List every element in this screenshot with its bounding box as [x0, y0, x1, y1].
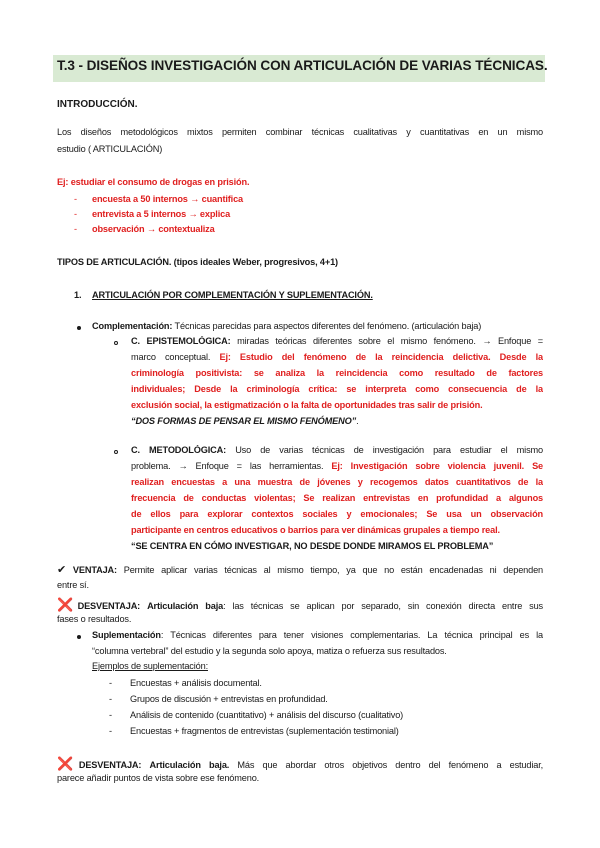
list-dash: -: [74, 209, 77, 219]
metod-example-1: Ej: Investigación sobre violencia juvenil. Se: [331, 461, 543, 471]
section-number: 1.: [74, 290, 82, 300]
ventaja-text-1: Permite aplicar varias técnicas al mismo tiempo, ya que no están encadenadas ni dependen: [123, 565, 543, 575]
metod-example-4: de ellos para explorar contextos sociales y emocionales; Se usa un observación: [131, 509, 543, 519]
section-subheading: ARTICULACIÓN POR COMPLEMENTACIÓN Y SUPLEMENTACIÓN.: [92, 290, 373, 300]
intro-line-1: Los diseños metodológicos mixtos permiten combinar técnicas cualitativas y cuantitativas en un mismo: [57, 127, 543, 137]
desventaja-1-line-1: [57, 597, 543, 613]
complementacion-text: Técnicas parecidas para aspectos diferentes del fenómeno. (articulación baja): [174, 321, 482, 331]
ventaja-text-2: entre sí.: [57, 580, 89, 590]
example-heading: Ej: estudiar el consumo de drogas en prisión.: [57, 177, 250, 187]
complementacion-label: Complementación:: [92, 321, 173, 331]
complementacion-line: [92, 321, 481, 331]
example-item: observación → contextualiza: [92, 224, 215, 234]
metod-line-1: [131, 445, 543, 455]
cross-icon: ❌: [57, 756, 79, 771]
ventaja-line-1: [57, 563, 543, 576]
bullet-ring: [114, 450, 118, 454]
metod-text-2: problema. → Enfoque = las herramientas.: [131, 461, 324, 471]
bullet-dot: [77, 326, 81, 330]
epist-text-1: miradas teóricas diferentes sobre el mismo fenómeno. → Enfoque =: [237, 336, 543, 346]
intro-line-2: estudio ( ARTICULACIÓN): [57, 144, 163, 154]
epist-quote: “DOS FORMAS DE PENSAR EL MISMO FENÓMENO”: [131, 416, 357, 426]
suplementacion-label: Suplementación: [92, 630, 161, 640]
types-heading: TIPOS DE ARTICULACIÓN. (tipos ideales Weber, progresivos, 4+1): [57, 257, 338, 267]
list-dash: -: [109, 726, 112, 736]
list-dash: -: [74, 224, 77, 234]
desventaja-1-text-2: fases o resultados.: [57, 614, 132, 624]
epist-text-2: marco conceptual.: [131, 352, 211, 362]
desventaja-2-line-1: [57, 756, 543, 772]
metod-example-2: realizan encuestas a una muestra de jóvenes y recogemos datos cuantitativos de la: [131, 477, 543, 487]
example-list-item: Encuestas + fragmentos de entrevistas (suplementación testimonial): [130, 726, 399, 736]
epist-example-4: exclusión social, la estigmatización o la falta de oportunidades tras salir de prisión.: [131, 400, 483, 410]
epist-quote-line: [131, 416, 358, 426]
example-list-item: Grupos de discusión + entrevistas en profundidad.: [130, 694, 328, 704]
desventaja-2-bold: Articulación baja.: [149, 760, 230, 770]
epist-label: C. EPISTEMOLÓGICA:: [131, 336, 231, 346]
desventaja-1-bold: Articulación baja: [147, 601, 224, 611]
metod-text-1: Uso de varias técnicas de investigación para estudiar el mismo: [235, 445, 543, 455]
epist-example-3: individuales; Desde la criminología crítica: se interpreta como consecuencia de la: [131, 384, 543, 394]
list-dash: -: [109, 710, 112, 720]
page-title: T.3 - DISEÑOS INVESTIGACIÓN CON ARTICULACIÓN DE VARIAS TÉCNICAS.: [57, 58, 548, 73]
example-item: entrevista a 5 internos → explica: [92, 209, 231, 219]
epist-example-2: criminología positivista: se analiza la reincidencia como resultado de factores: [131, 368, 543, 378]
check-icon: ✔: [57, 564, 67, 576]
suplementacion-text-2: “columna vertebral” del estudio y la segunda solo apoya, matiza o refuerza sus resultados.: [92, 646, 447, 656]
desventaja-2-label: DESVENTAJA:: [78, 760, 142, 770]
example-list-item: Análisis de contenido (cuantitativo) + análisis del discurso (cualitativo): [130, 710, 404, 720]
list-dash: -: [109, 694, 112, 704]
epist-example-1: Ej: Estudio del fenómeno de la reincidencia delictiva. Desde la: [219, 352, 543, 362]
bullet-dot: [77, 635, 81, 639]
list-dash: -: [109, 678, 112, 688]
desventaja-2-text-1: Más que abordar otros objetivos dentro del fenómeno a estudiar,: [237, 760, 543, 770]
desventaja-1-text-1: : las técnicas se aplican por separado, sin conexión directa entre sus: [223, 601, 543, 611]
epist-line-2: [131, 352, 543, 362]
metod-example-3: frecuencia de conductas violentas; Se realizan entrevistas en profundidad a algunos: [131, 493, 543, 503]
example-item: encuesta a 50 internos → cuantifica: [92, 194, 243, 204]
intro-heading: INTRODUCCIÓN.: [57, 99, 138, 110]
metod-quote: “SE CENTRA EN CÓMO INVESTIGAR, NO DESDE DONDE MIRAMOS EL PROBLEMA”: [131, 541, 494, 551]
epist-line-1: [131, 336, 543, 346]
suplementacion-line-1: [92, 630, 543, 640]
metod-line-2: [131, 461, 543, 471]
ventaja-label: VENTAJA:: [72, 565, 117, 575]
examples-heading: Ejemplos de suplementación:: [92, 661, 208, 671]
suplementacion-text-1: : Técnicas diferentes para tener visiones complementarias. La técnica principal es la: [160, 630, 543, 640]
example-list-item: Encuestas + análisis documental.: [130, 678, 262, 688]
epist-quote-end: .: [356, 416, 359, 426]
metod-label: C. METODOLÓGICA:: [131, 445, 227, 455]
desventaja-2-text-2: parece añadir puntos de vista sobre ese fenómeno.: [57, 773, 260, 783]
list-dash: -: [74, 194, 77, 204]
metod-example-5: participante en centros educativos o barrios para ver dinámicas grupales a tiempo real.: [131, 525, 500, 535]
cross-icon: ❌: [57, 597, 78, 612]
desventaja-1-label: DESVENTAJA:: [77, 601, 141, 611]
bullet-ring: [114, 341, 118, 345]
